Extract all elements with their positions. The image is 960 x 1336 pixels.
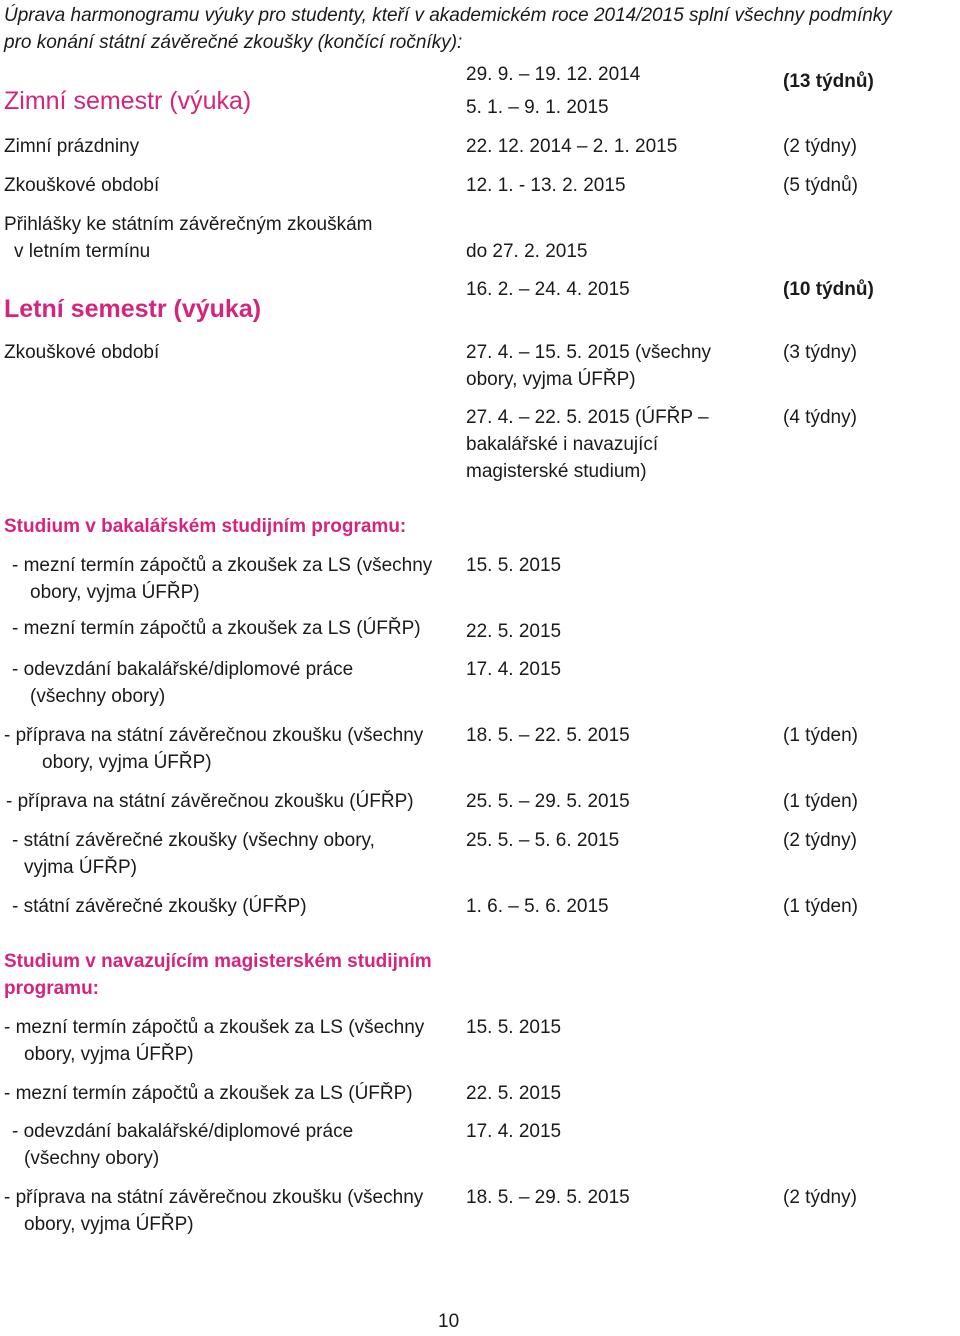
exam-period-2a-duration: (3 týdny) [783, 342, 857, 363]
bachelor-item-6-line1: - státní závěrečné zkoušky (všechny obory, [12, 830, 375, 851]
exam-period-2b-line2: bakalářské i navazující [466, 434, 659, 455]
winter-semester-label: Zimní semestr (výuka) [4, 87, 252, 115]
exam-period-2a-line1: 27. 4. – 15. 5. 2015 (všechny [466, 342, 712, 363]
master-item-1-date: 15. 5. 2015 [466, 1017, 562, 1038]
exam-period-2-label: Zkouškové období [4, 342, 160, 363]
bachelor-item-1-line2: obory, vyjma ÚFŘP) [30, 582, 200, 603]
bachelor-item-4-date: 18. 5. – 22. 5. 2015 [466, 725, 630, 746]
winter-semester-date-1: 29. 9. – 19. 12. 2014 [466, 64, 641, 85]
winter-semester-date-2: 5. 1. – 9. 1. 2015 [466, 97, 609, 118]
bachelor-item-4-line1: - příprava na státní závěrečnou zkoušku (všechny [4, 725, 424, 746]
bachelor-item-3-line2: (všechny obory) [30, 686, 166, 707]
bachelor-item-3-date: 17. 4. 2015 [466, 659, 562, 680]
master-item-3-line1: - odevzdání bakalářské/diplomové práce [12, 1121, 354, 1142]
page-title-line1: Úprava harmonogramu výuky pro studenty, kteří v akademickém roce 2014/2015 splní všechny podmínky [4, 5, 892, 26]
exam-period-1-label: Zkouškové období [4, 175, 160, 196]
bachelor-item-6-date: 25. 5. – 5. 6. 2015 [466, 830, 620, 851]
exam-period-1-date: 12. 1. - 13. 2. 2015 [466, 175, 626, 196]
bachelor-item-2-date: 22. 5. 2015 [466, 621, 562, 642]
bachelor-item-2-line1: - mezní termín zápočtů a zkoušek za LS (ÚFŘP) [12, 618, 421, 639]
applications-label-line2: v letním termínu [14, 241, 151, 262]
master-item-1-line2: obory, vyjma ÚFŘP) [24, 1044, 194, 1065]
exam-period-1-duration: (5 týdnů) [783, 175, 858, 196]
master-item-3-date: 17. 4. 2015 [466, 1121, 562, 1142]
applications-label-line1: Přihlášky ke státním závěrečným zkouškám [4, 214, 373, 235]
bachelor-item-6-line2: vyjma ÚFŘP) [24, 857, 137, 878]
exam-period-2b-line3: magisterské studium) [466, 461, 647, 482]
bachelor-item-1-date: 15. 5. 2015 [466, 555, 562, 576]
bachelor-item-5-duration: (1 týden) [783, 791, 858, 812]
summer-semester-date: 16. 2. – 24. 4. 2015 [466, 279, 630, 300]
master-item-4-duration: (2 týdny) [783, 1187, 857, 1208]
master-item-1-line1: - mezní termín zápočtů a zkoušek za LS (všechny [4, 1017, 425, 1038]
master-item-4-line1: - příprava na státní závěrečnou zkoušku (všechny [4, 1187, 424, 1208]
bachelor-item-7-line1: - státní závěrečné zkoušky (ÚFŘP) [12, 896, 307, 917]
exam-period-2a-line2: obory, vyjma ÚFŘP) [466, 369, 636, 390]
bachelor-item-6-duration: (2 týdny) [783, 830, 857, 851]
master-item-2-date: 22. 5. 2015 [466, 1083, 562, 1104]
bachelor-heading: Studium v bakalářském studijním programu: [4, 516, 407, 537]
master-item-3-line2: (všechny obory) [24, 1148, 160, 1169]
master-item-4-line2: obory, vyjma ÚFŘP) [24, 1214, 194, 1235]
winter-break-date: 22. 12. 2014 – 2. 1. 2015 [466, 136, 678, 157]
bachelor-item-1-line1: - mezní termín zápočtů a zkoušek za LS (všechny [12, 555, 433, 576]
bachelor-item-7-duration: (1 týden) [783, 896, 858, 917]
page-title-line2: pro konání státní závěrečné zkoušky (končící ročníky): [4, 32, 463, 53]
page-number: 10 [438, 1311, 460, 1332]
exam-period-2b-duration: (4 týdny) [783, 407, 857, 428]
bachelor-item-7-date: 1. 6. – 5. 6. 2015 [466, 896, 609, 917]
bachelor-item-5-date: 25. 5. – 29. 5. 2015 [466, 791, 630, 812]
master-item-2-line1: - mezní termín zápočtů a zkoušek za LS (ÚFŘP) [4, 1083, 413, 1104]
master-item-4-date: 18. 5. – 29. 5. 2015 [466, 1187, 630, 1208]
master-heading-line1: Studium v navazujícím magisterském studijním [4, 951, 432, 972]
summer-semester-label: Letní semestr (výuka) [4, 295, 262, 323]
bachelor-item-4-duration: (1 týden) [783, 725, 858, 746]
bachelor-item-3-line1: - odevzdání bakalářské/diplomové práce [12, 659, 354, 680]
bachelor-item-5-line1: - příprava na státní závěrečnou zkoušku (ÚFŘP) [6, 791, 414, 812]
master-heading-line2: programu: [4, 978, 99, 999]
applications-date: do 27. 2. 2015 [466, 241, 588, 262]
winter-semester-duration: (13 týdnů) [783, 71, 874, 92]
winter-break-duration: (2 týdny) [783, 136, 857, 157]
bachelor-item-4-line2: obory, vyjma ÚFŘP) [42, 752, 212, 773]
summer-semester-duration: (10 týdnů) [783, 279, 874, 300]
winter-break-label: Zimní prázdniny [4, 136, 140, 157]
exam-period-2b-line1: 27. 4. – 22. 5. 2015 (ÚFŘP – [466, 407, 709, 428]
